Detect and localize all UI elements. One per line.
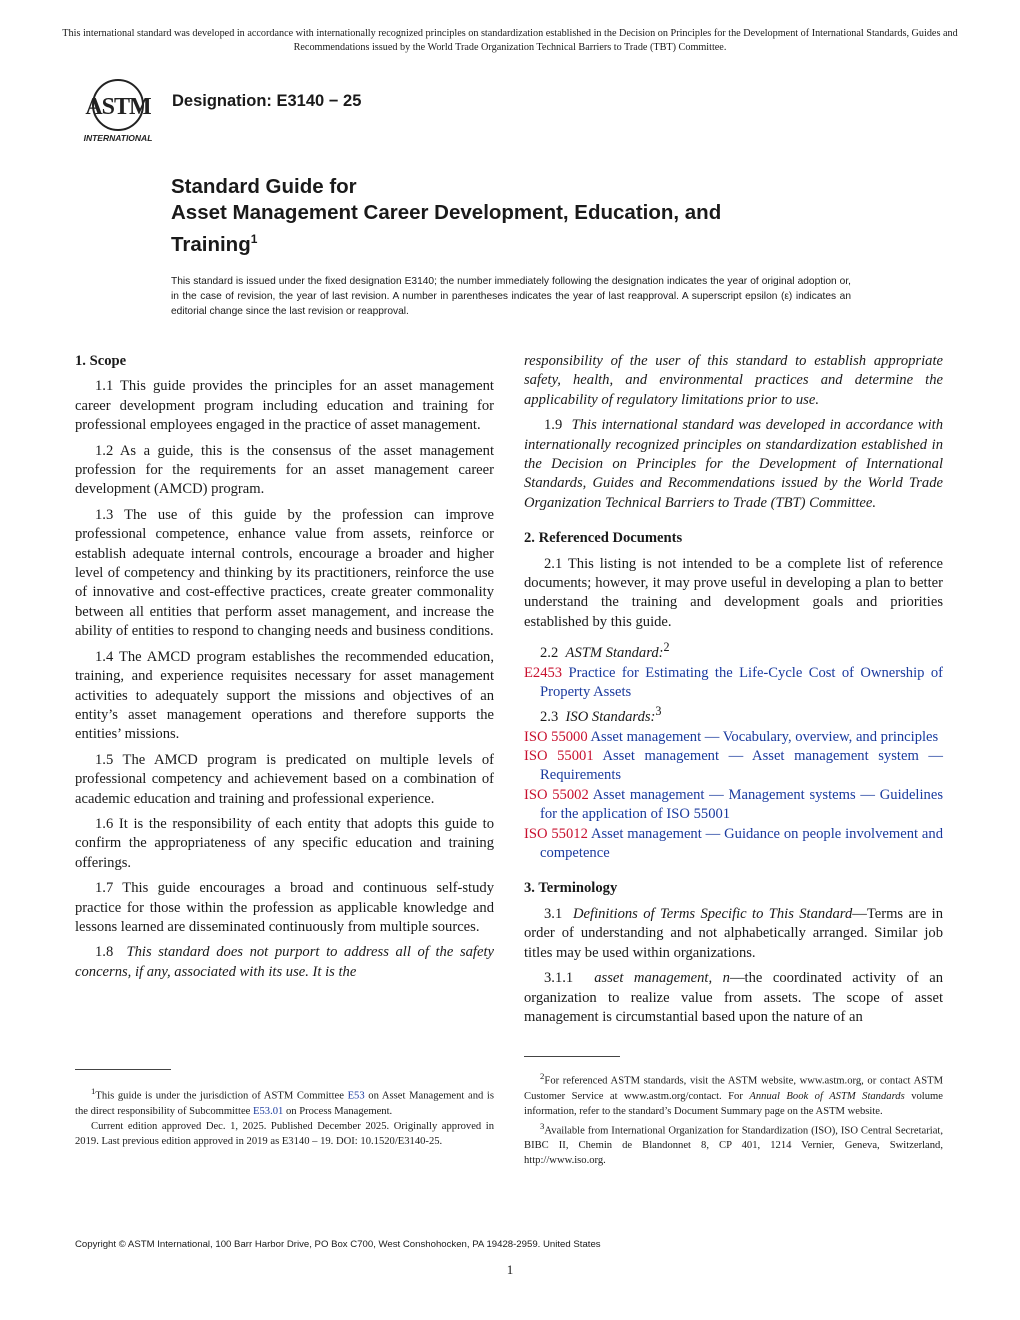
page-number: 1 xyxy=(506,1262,514,1277)
section-heading-scope: 1. Scope xyxy=(75,353,127,369)
section-heading-terminology: 3. Terminology xyxy=(524,880,618,897)
paragraph-1-9: 1.9 This international standard was developed in accordance with internationally recognized principles on standardization established in the Decision on Principles for the Development of International Standards, Guides and Recommendations issued by the World Trade Organization Technical Barriers to Trade (TBT) Committee. xyxy=(524,417,944,511)
title-line-3: Training xyxy=(171,232,251,256)
paragraph-1-6: 1.6 It is the responsibility of each entity that adopts this guide to confirm the appropriateness of any specific education and training offerings. xyxy=(75,815,494,871)
astm-logo xyxy=(72,78,164,144)
footnotes-right xyxy=(524,1066,943,1168)
paragraph-1-7: 1.7 This guide encourages a broad and continuous self-study practice for those within the profession as applicable knowledge and lessons learned are disseminated continuously from multiple sources. xyxy=(75,880,494,935)
right-column xyxy=(524,352,943,1033)
reference-code[interactable]: ISO 55012 xyxy=(524,825,588,842)
title-footnote-marker: 1 xyxy=(250,232,258,246)
left-column xyxy=(75,352,494,988)
paragraph-1-8-continued: responsibility of the user of this standard to establish appropriate safety, health, and environmental practices and determine the applicability of regulatory limitations prior to use. xyxy=(524,353,943,408)
footnote-3: $^3$Available from International Organization for Standardization (ISO), ISO Central Secretariat, BIBC II, Chemin de Blandonnet 8, CP 401, 1214 Vernier, Geneva, Switzerland, http://www.iso.org. xyxy=(524,1120,943,1167)
reference-title[interactable]: Practice for Estimating the Life-Cycle Cost of Ownership of Property Assets xyxy=(540,664,943,700)
paragraph-1-3: 1.3 The use of this guide by the profession can improve professional competence, enhance value from assets, reinforce or establish adequate internal controls, encourage a broader and higher level of competency and thinking by its practitioners, reinforce the use of innovative and cost-effective practices, create greater commonality between all entities that perform asset management, and increase the ability of entities to respond to changing needs and business conditions. xyxy=(75,506,494,640)
footnote-2: $^2$For referenced ASTM standards, visit the ASTM website, www.astm.org, or contact ASTM Customer Service at www.astm.org/contact. For Annual Book of ASTM Standards volume information, refer to the standard’s Document Summary page on the ASTM website. xyxy=(524,1071,943,1117)
paragraph-1-5: 1.5 The AMCD program is predicated on multiple levels of professional competency and achievement based on a combination of academic education and training and professional experience. xyxy=(75,751,494,807)
iso-reference-list xyxy=(524,728,943,864)
footnotes-left xyxy=(75,1081,494,1149)
footnote-rule xyxy=(524,1056,620,1057)
footnote-1: $^1$This guide is under the jurisdiction of ASTM Committee E53 on Asset Management and is the direct responsibility of Subcommittee E53.01 on Process Management. xyxy=(75,1086,494,1117)
reference-code[interactable]: ISO 55001 xyxy=(524,748,594,765)
reference-item[interactable] xyxy=(524,747,943,786)
paragraph-1-8: 1.8 This standard does not purport to address all of the safety concerns, if any, associated with its use. It is the xyxy=(75,944,494,980)
paragraph-1-1: 1.1 This guide provides the principles for an asset management career development program including education and training for professional employees engaged in the practice of asset management. xyxy=(75,378,494,434)
footnote-1-edition: Current edition approved Dec. 1, 2025. Published December 2025. Originally approved in 2019. Last previous edition approved in 2019 as E3140 – 19. DOI: 10.1520/E3140-25. xyxy=(75,1120,494,1147)
paragraph-1-2: 1.2 As a guide, this is the consensus of the asset management profession for the requirements for an asset management career development (AMCD) program. xyxy=(75,442,494,498)
paragraph-3-1: 3.1 Definitions of Terms Specific to This Standard—Terms are in order of understanding and not alphabetically arranged. Similar job titles may be used within organizations. xyxy=(524,905,944,961)
subcommittee-link[interactable]: E53.01 xyxy=(253,1105,284,1117)
title-line-1: Standard Guide for xyxy=(171,175,357,198)
reference-item[interactable] xyxy=(524,728,943,747)
issued-note: This standard is issued under the fixed designation E3140; the number immediately following the designation indicates the year of original adoption or, in the case of revision, the year of last revision. A number in parentheses indicates the year of last reapproval. A superscript epsilon (ε) indicates an editorial change since the last revision or reapproval. xyxy=(171,276,851,317)
astm-reference-list xyxy=(524,664,943,703)
paragraph-1-4: 1.4 The AMCD program establishes the recommended education, training, and experience requisites necessary for asset management activities to adequately support the missions and objectives of an entity’s asset management operations and therefore supports the entities’ missions. xyxy=(75,648,494,743)
paragraph-2-3: 2.3 ISO Standards:$^3$ xyxy=(540,704,662,726)
footnote-rule xyxy=(75,1069,171,1070)
section-heading-referenced-documents: 2. Referenced Documents xyxy=(524,530,683,547)
reference-code[interactable]: ISO 55002 xyxy=(524,786,589,803)
reference-title[interactable]: Asset management — Management systems — Guidelines for the application of ISO 55001 xyxy=(540,786,943,823)
paragraph-2-2: 2.2 ASTM Standard:$^2$ xyxy=(540,640,670,662)
reference-item[interactable] xyxy=(524,664,943,703)
standard-notice: This international standard was developed in accordance with internationally recognized principles on standardization established in the Decision on Principles for the Development of International Standards, Guides and Recommendations issued by the World Trade Organization Technical Barriers to Trade (TBT) Committee. xyxy=(62,28,958,53)
reference-item[interactable] xyxy=(524,825,943,864)
paragraph-2-1: 2.1 This listing is not intended to be a complete list of reference documents; however, it may prove useful in developing a plan to better understand the training and development goals and priorities established by this guide. xyxy=(524,555,943,630)
reference-title[interactable]: Asset management — Guidance on people involvement and competence xyxy=(540,825,944,862)
reference-code[interactable]: ISO 55000 xyxy=(524,728,588,745)
document-title xyxy=(171,174,951,258)
committee-link[interactable]: E53 xyxy=(347,1090,365,1102)
svg-text:INTERNATIONAL: INTERNATIONAL xyxy=(83,133,153,143)
title-line-2: Asset Management Career Development, Education, and xyxy=(171,201,722,224)
copyright: Copyright © ASTM International, 100 Barr Harbor Drive, PO Box C700, West Conshohocken, PA 19428-2959. United States xyxy=(75,1239,601,1250)
svg-text:ASTM: ASTM xyxy=(85,94,151,120)
paragraph-3-1-1: 3.1.1 asset management, n—the coordinated activity of an organization to realize value from assets. The scope of asset management is circumstantial based upon the nature of an xyxy=(524,970,943,1025)
reference-title[interactable]: Asset management — Vocabulary, overview, and principles xyxy=(590,728,939,745)
reference-code[interactable]: E2453 xyxy=(524,664,563,681)
designation: Designation: E3140 − 25 xyxy=(172,92,362,110)
reference-item[interactable] xyxy=(524,786,943,825)
reference-title[interactable]: Asset management — Asset management system — Requirements xyxy=(540,748,944,784)
